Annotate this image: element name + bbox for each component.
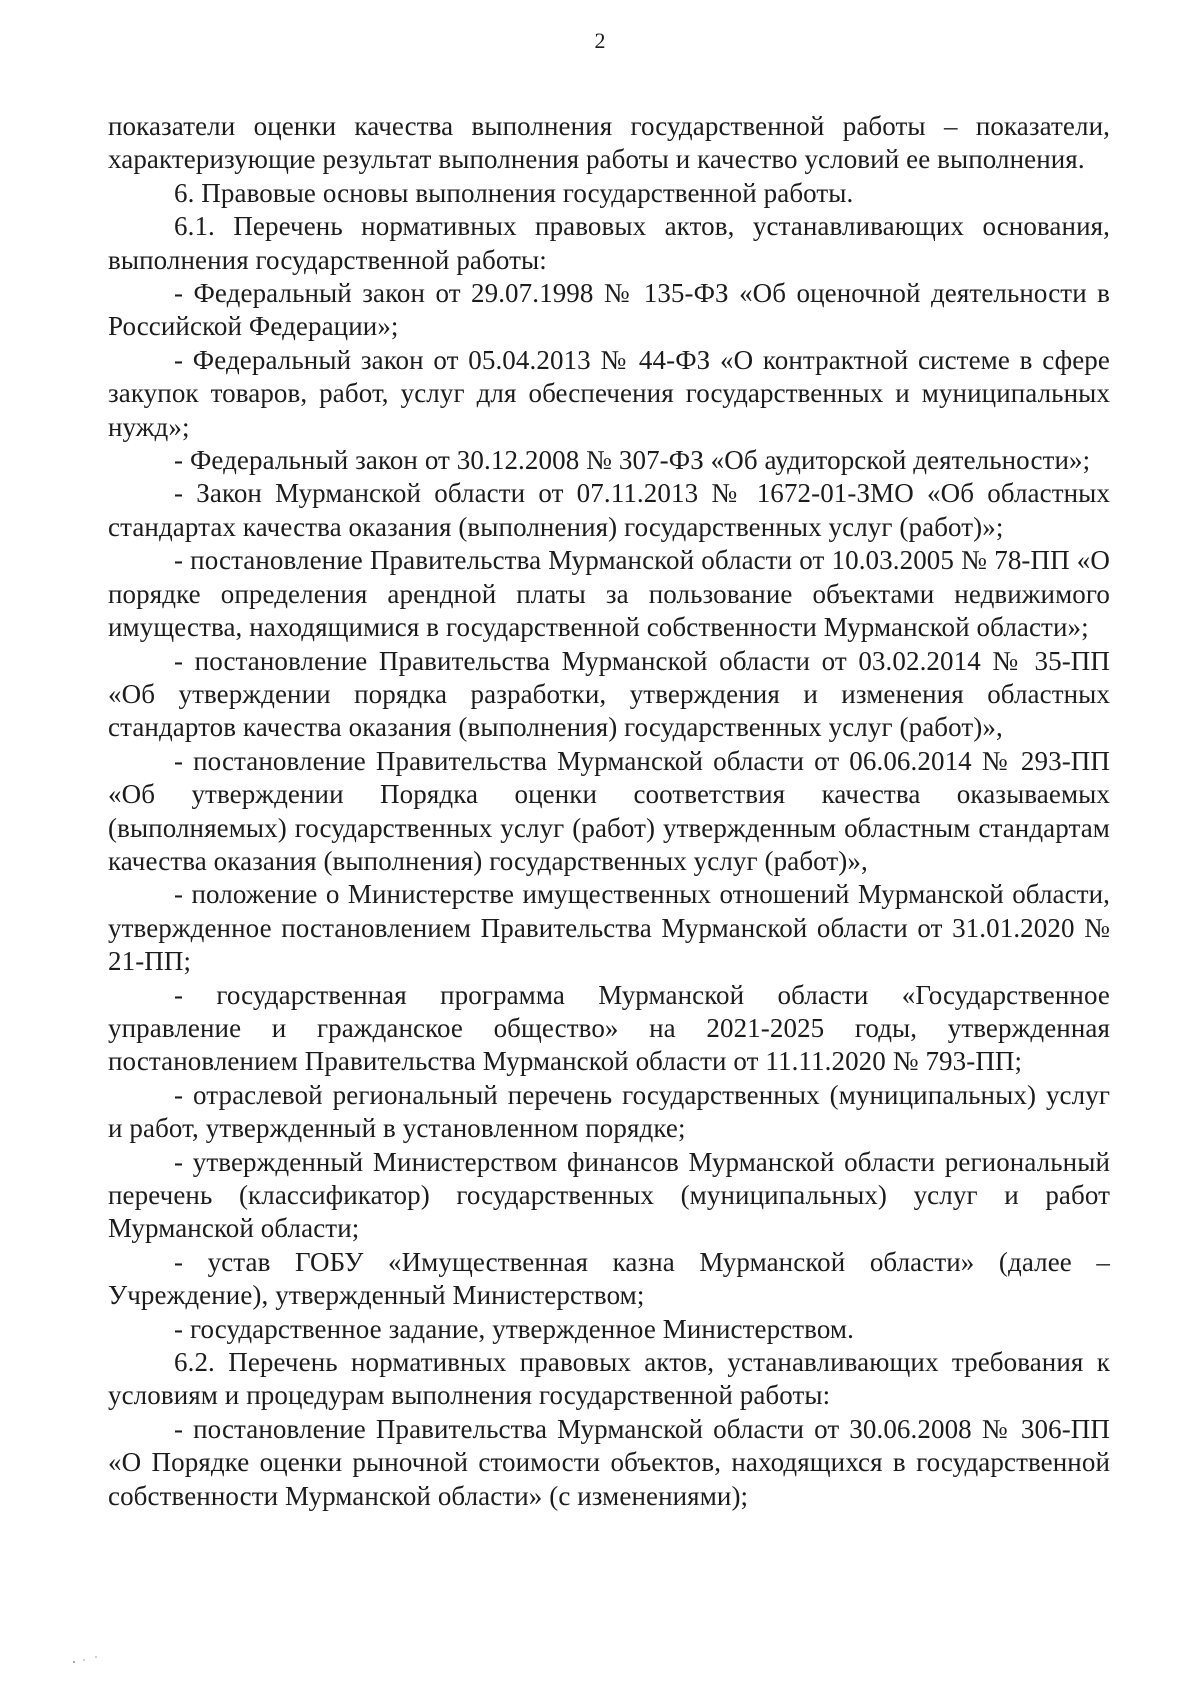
paragraph-section-6-2-heading: 6.2. Перечень нормативных правовых актов, устанавливающих требования к условиям и процедурам выполнения государственной работы: — [108, 1347, 1110, 1411]
scan-specks — [60, 1648, 120, 1668]
list-item-sectoral-list: - отраслевой региональный перечень государственных (муниципальных) услуг и работ, утвержденный в установленном порядке; — [108, 1079, 1110, 1144]
paragraph-quality-indicators: показатели оценки качества выполнения государственной работы – показатели, характеризующие результат выполнения работы и качество условий ее выполнения. — [108, 111, 1110, 175]
list-item-law-307-fz: - Федеральный закон от 30.12.2008 № 307-ФЗ «Об аудиторской деятельности»; — [174, 445, 1091, 476]
list-item-resolution-35-pp: - постановление Правительства Мурманской области от 03.02.2014 № 35-ПП «Об утверждении порядка разработки, утверждения и изменения областных стандартов качества оказания (выполнения) государственных услуг (работ)», — [108, 645, 1110, 743]
paragraph-section-6-1-heading: 6.1. Перечень нормативных правовых актов, устанавливающих основания, выполнения государственной работы: — [108, 211, 1110, 275]
list-item-ministry-regulation: - положение о Министерстве имущественных отношений Мурманской области, утвержденное постановлением Правительства Мурманской области от 31.01.2020 № 21-ПП; — [108, 879, 1110, 977]
page-number: 2 — [594, 28, 606, 53]
document-body — [108, 110, 1110, 1513]
list-item-state-program: - государственная программа Мурманской области «Государственное управление и гражданское общество» на 2021-2025 годы, утвержденная постановлением Правительства Мурманской области от 11.11.2020 № 793-ПП; — [108, 979, 1110, 1077]
list-item-resolution-306-pp: - постановление Правительства Мурманской области от 30.06.2008 № 306-ПП «О Порядке оценки рыночной стоимости объектов, находящихся в государственной собственности Мурманской области» (с изменениями); — [108, 1413, 1110, 1511]
list-item-charter: - устав ГОБУ «Имущественная казна Мурманской области» (далее – Учреждение), утвержденный Министерством; — [108, 1246, 1110, 1311]
list-item-resolution-78-pp: - постановление Правительства Мурманской области от 10.03.2005 № 78-ПП «О порядке определения арендной платы за пользование объектами недвижимого имущества, находящимися в государственной собственности Мурманской области»; — [108, 545, 1110, 643]
paragraph-section-6-heading: 6. Правовые основы выполнения государственной работы. — [174, 177, 854, 208]
list-item-law-44-fz: - Федеральный закон от 05.04.2013 № 44-ФЗ «О контрактной системе в сфере закупок товаров, работ, услуг для обеспечения государственных и муниципальных нужд»; — [108, 344, 1110, 442]
list-item-law-1672-01-zmo: - Закон Мурманской области от 07.11.2013 № 1672-01-ЗМО «Об областных стандартах качества оказания (выполнения) государственных услуг (работ)»; — [108, 478, 1110, 542]
list-item-state-assignment: - государственное задание, утвержденное Министерством. — [174, 1313, 854, 1344]
list-item-regional-classifier: - утвержденный Министерством финансов Мурманской области региональный перечень (классификатор) государственных (муниципальных) услуг и работ Мурманской области; — [108, 1146, 1110, 1244]
list-item-law-135-fz: - Федеральный закон от 29.07.1998 № 135-ФЗ «Об оценочной деятельности в Российской Федерации»; — [108, 278, 1110, 342]
list-item-resolution-293-pp: - постановление Правительства Мурманской области от 06.06.2014 № 293-ПП «Об утверждении Порядка оценки соответствия качества оказываемых (выполняемых) государственных услуг (работ) утвержденным областным стандартам качества оказания (выполнения) государственных услуг (работ)», — [108, 745, 1110, 876]
